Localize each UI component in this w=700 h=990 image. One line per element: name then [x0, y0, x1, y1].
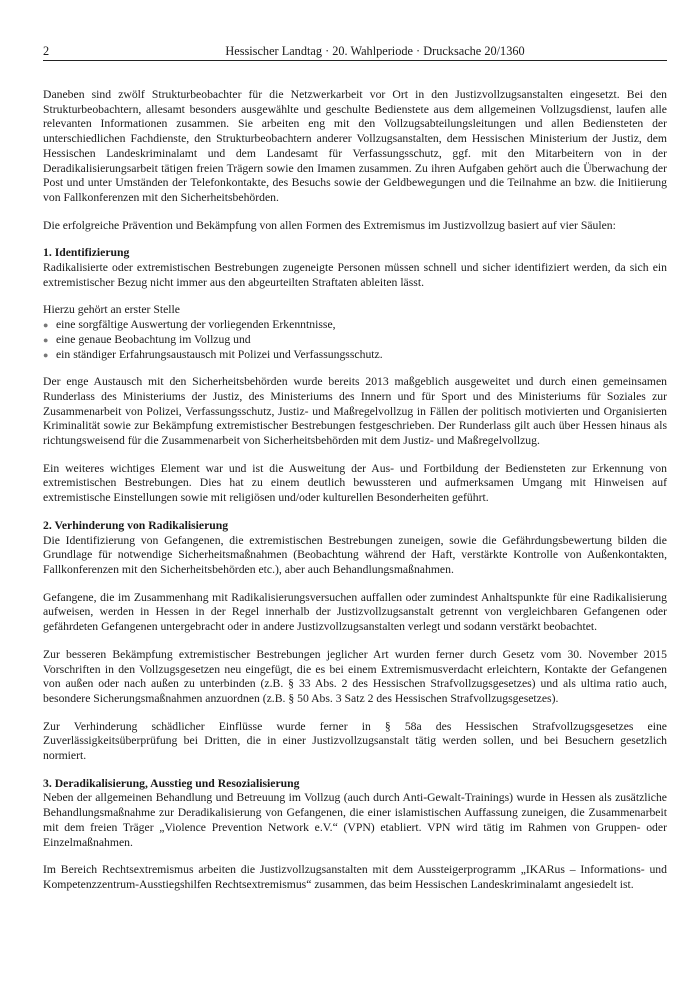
section-heading: 3. Deradikalisierung, Ausstieg und Resozialisierung	[43, 776, 300, 790]
paragraph: Neben der allgemeinen Behandlung und Betreuung im Vollzug (auch durch Anti-Gewalt-Trainings) wurde in Hessen als zusätzliche Behandlungsmaßnahme zur Deradikalisierung von Gefangenen, die einer islamistischen Auffassung zuneigen, die Zusammenarbeit mit dem freien Träger „Violence Prevention Network e.V.“ (VPN) etabliert. VPN wird tätig im Rahmen von Gruppen- oder Einzelmaßnahmen.	[43, 791, 667, 849]
paragraph: Zur Verhinderung schädlicher Einflüsse wurde ferner in § 58a des Hessischen Strafvollzugsgesetzes eine Zuverlässigkeitsüberprüfung bei Dritten, die in einer Justizvollzugsanstalt tätig werden sollen, und bei Besuchern gesetzlich normiert.	[43, 719, 667, 763]
section-heading: 1. Identifizierung	[43, 246, 130, 260]
running-title: Hessischer Landtag · 20. Wahlperiode · Drucksache 20/1360	[225, 44, 525, 58]
list-item	[43, 318, 667, 333]
paragraph: Im Bereich Rechtsextremismus arbeiten die Justizvollzugsanstalten mit dem Aussteigerprogramm „IKARus – Informations- und Kompetenzzentrum-Ausstiegshilfen Rechtsextremismus“ zusammen, das beim Hessischen Landeskriminalamt angesiedelt ist.	[43, 863, 667, 891]
paragraph: Daneben sind zwölf Strukturbeobachter für die Netzwerkarbeit vor Ort in den Justizvollzugsanstalten eingesetzt. Bei den Strukturbeobachtern, allesamt besonders ausgewählte und geschulte Bedienstete aus dem allgemeinen Vollzugsdienst, laufen alle relevanten Informationen zusammen. Sie arbeiten eng mit den Vollzugsabteilungsleitungen und allen Bediensteten der unterschiedlichen Fachdienste, den Strukturbeobachtern anderer Vollzugsanstalten, dem Hessischen Ministerium der Justiz, dem Hessischen Landeskriminalamt und dem Landesamt für Verfassungsschutz, ggf. mit den Mitarbeitern von in der Deradikalisierungsarbeit tätigen freien Trägern sowie den Imamen zusammen. Zu ihren Aufgaben gehört auch die Überwachung der Post und unter Umständen der Telefonkontakte, des Besuchs sowie der Geldbewegungen und die Teilnahme an bzw. die Initiierung von Fallkonferenzen mit den Sicherheitsbehörden.	[43, 88, 667, 204]
list-item	[43, 348, 667, 363]
document-body	[43, 88, 667, 906]
bullet-icon: ●	[43, 349, 49, 360]
page-header	[43, 43, 667, 59]
paragraph: Der enge Austausch mit den Sicherheitsbehörden wurde bereits 2013 maßgeblich ausgeweitet und durch einen gemeinsamen Runderlass des Ministeriums der Justiz, des Ministeriums des Innern und für Sport und des Ministeriums für Soziales zur Zusammenarbeit von Polizei, Verfassungsschutz, Justiz- und Maßregelvollzug in Fällen der politisch motivierten und Organisierten Kriminalität sowie zur Bekämpfung extremistischer Bestrebungen festgeschrieben. Der Runderlass gilt auch über Hessen hinaus als richtungsweisend für die Zusammenarbeit von Sicherheitsbehörden mit dem Justiz- und Maßregelvollzug.	[43, 375, 667, 448]
header-rule	[43, 60, 667, 61]
paragraph: Ein weiteres wichtiges Element war und ist die Ausweitung der Aus- und Fortbildung der Bediensteten zur Erkennung von extremistischen Bestrebungen. Dies hat zu einem deutlich bewussteren und aufmerksamen Umgang mit Hinweisen auf extremistische Einstellungen sowie mit religiösen und/oder kulturellen Besonderheiten geführt.	[43, 461, 667, 505]
page-number: 2	[43, 44, 50, 58]
paragraph: Die erfolgreiche Prävention und Bekämpfung von allen Formen des Extremismus im Justizvollzug basiert auf vier Säulen:	[43, 218, 616, 232]
paragraph: Zur besseren Bekämpfung extremistischer Bestrebungen jeglicher Art wurden ferner durch Gesetz vom 30. November 2015 Vorschriften in den Vollzugsgesetzen neu eingefügt, die es bei einem Extremismusverdacht erleichtern, Kontakte der Gefangenen von außen oder nach außen zu unterbinden (z.B. § 33 Abs. 2 des Hessischen Strafvollzugsgesetzes) und als ultima ratio auch, besondere Sicherungsmaßnahmen anzuordnen (z.B. § 50 Abs. 3 Satz 2 des Hessischen Strafvollzugsgesetzes).	[43, 647, 667, 705]
bullet-icon: ●	[43, 320, 49, 331]
list-item	[43, 333, 667, 348]
paragraph: Radikalisierte oder extremistischen Bestrebungen zugeneigte Personen müssen schnell und sicher identifiziert werden, da sich ein extremistischer Bezug nicht immer aus den abgeurteilten Straftaten ableiten lässt.	[43, 261, 667, 289]
paragraph: Die Identifizierung von Gefangenen, die extremistischen Bestrebungen zuneigen, sowie die Gefährdungsbewertung bilden die Grundlage für notwendige Sicherheitsmaßnahmen (Beobachtung während der Haft, verstärkte Kontrolle von Außenkontakten, Fallkonferenzen mit den Sicherheitsbehörden etc.), aber auch Behandlungsmaßnahmen.	[43, 533, 667, 576]
section-heading: 2. Verhinderung von Radikalisierung	[43, 518, 229, 532]
list-item-text: ein ständiger Erfahrungsaustausch mit Polizei und Verfassungsschutz.	[56, 347, 383, 361]
list-item-text: eine genaue Beobachtung im Vollzug und	[56, 332, 251, 346]
bullet-icon: ●	[43, 334, 49, 345]
paragraph: Hierzu gehört an erster Stelle	[43, 303, 180, 317]
bullet-list	[43, 318, 667, 362]
paragraph: Gefangene, die im Zusammenhang mit Radikalisierungsversuchen auffallen oder zumindest Anhaltspunkte für eine Radikalisierung aufweisen, werden in Hessen in der Regel innerhalb der Justizvollzugsanstalt getrennt von vergleichbaren Gefangenen oder gefährdeten Gefangenen untergebracht oder in andere Justizvollzugsanstalten verlegt und sodann verstärkt beobachtet.	[43, 590, 667, 634]
list-item-text: eine sorgfältige Auswertung der vorliegenden Erkenntnisse,	[56, 318, 336, 332]
